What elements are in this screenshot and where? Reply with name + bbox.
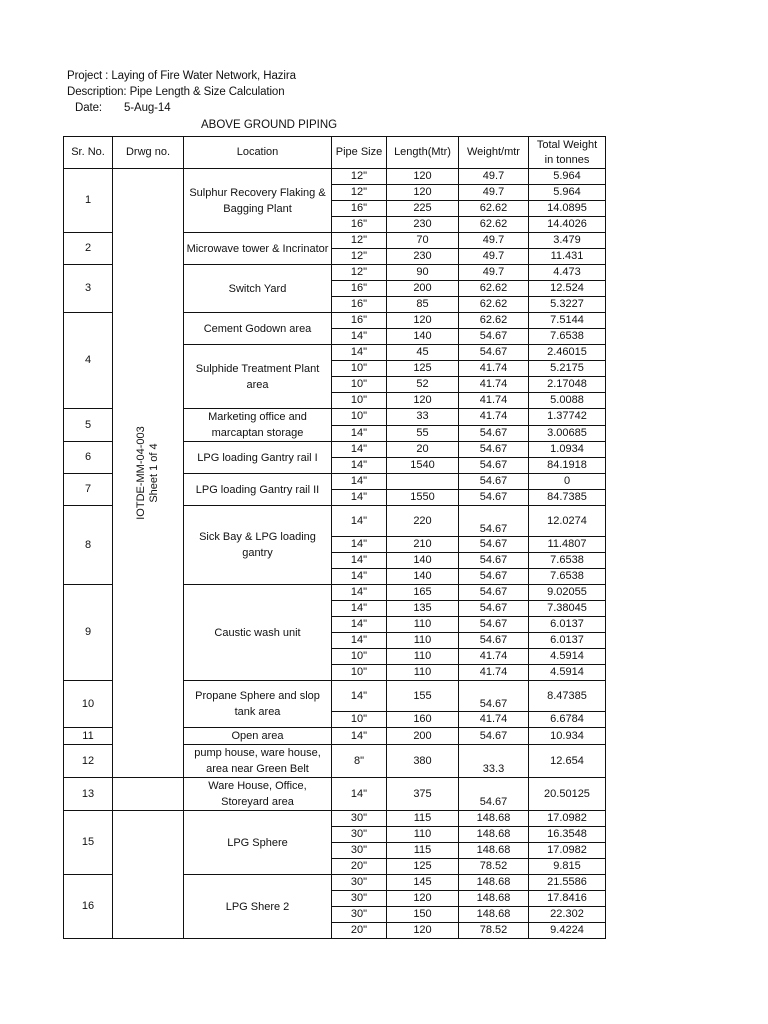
length-cell: 380 <box>387 745 459 778</box>
weight-per-mtr-cell: 54.67 <box>459 601 529 617</box>
col-header-sr-no: Sr. No. <box>64 137 113 169</box>
table-header-row <box>64 137 606 169</box>
location-cell: Ware House, Office, Storeyard area <box>184 778 332 811</box>
total-weight-cell: 1.0934 <box>529 442 606 458</box>
total-weight-line1: Total Weight <box>536 138 598 151</box>
pipe-size-cell: 14" <box>332 569 387 585</box>
weight-per-mtr-cell: 148.68 <box>459 891 529 907</box>
location-cell: LPG Shere 2 <box>184 875 332 939</box>
pipe-size-cell: 12" <box>332 185 387 201</box>
weight-per-mtr-cell: 62.62 <box>459 217 529 233</box>
location-cell: Sulphide Treatment Plant area <box>184 345 332 409</box>
weight-per-mtr-cell: 78.52 <box>459 923 529 939</box>
length-cell: 140 <box>387 569 459 585</box>
total-weight-cell: 10.934 <box>529 728 606 745</box>
length-cell: 20 <box>387 442 459 458</box>
pipe-size-cell: 10" <box>332 665 387 681</box>
total-weight-cell: 14.0895 <box>529 201 606 217</box>
length-cell: 220 <box>387 506 459 537</box>
pipe-size-cell: 8" <box>332 745 387 778</box>
sr-no-cell: 5 <box>64 409 113 442</box>
weight-per-mtr-value: 54.67 <box>479 522 508 535</box>
pipe-size-cell: 12" <box>332 233 387 249</box>
weight-per-mtr-cell: 62.62 <box>459 281 529 297</box>
total-weight-cell: 5.3227 <box>529 297 606 313</box>
pipe-table <box>63 136 606 939</box>
weight-per-mtr-cell: 49.7 <box>459 169 529 185</box>
length-cell: 55 <box>387 425 459 442</box>
weight-per-mtr-cell: 41.74 <box>459 649 529 665</box>
total-weight-cell: 2.46015 <box>529 345 606 361</box>
length-cell: 140 <box>387 329 459 345</box>
length-cell: 33 <box>387 409 459 426</box>
col-header-location: Location <box>184 137 332 169</box>
total-weight-cell: 17.0982 <box>529 811 606 827</box>
pipe-size-cell: 12" <box>332 265 387 281</box>
length-cell: 200 <box>387 728 459 745</box>
total-weight-cell: 0 <box>529 474 606 490</box>
location-cell: LPG loading Gantry rail II <box>184 474 332 506</box>
length-cell: 85 <box>387 297 459 313</box>
date-label: Date: <box>75 102 102 114</box>
pipe-size-cell: 16" <box>332 313 387 329</box>
total-weight-cell: 5.2175 <box>529 361 606 377</box>
total-weight-cell: 3.479 <box>529 233 606 249</box>
total-weight-cell: 22.302 <box>529 907 606 923</box>
weight-per-mtr-cell: 54.67 <box>459 633 529 649</box>
col-header-pipe-size: Pipe Size <box>332 137 387 169</box>
location-cell: Switch Yard <box>184 265 332 313</box>
weight-per-mtr-cell: 62.62 <box>459 297 529 313</box>
weight-per-mtr-cell: 41.74 <box>459 712 529 728</box>
drawing-no-cell <box>113 778 184 811</box>
weight-per-mtr-cell: 78.52 <box>459 859 529 875</box>
weight-per-mtr-cell: 62.62 <box>459 313 529 329</box>
pipe-size-cell: 16" <box>332 201 387 217</box>
weight-per-mtr-cell: 62.62 <box>459 201 529 217</box>
weight-per-mtr-cell: 54.67 <box>459 474 529 490</box>
drawing-no-line1: IOTDE-MM-04-003 <box>135 426 147 520</box>
weight-per-mtr-cell: 148.68 <box>459 843 529 859</box>
total-weight-cell: 7.6538 <box>529 553 606 569</box>
weight-per-mtr-cell <box>459 745 529 778</box>
sr-no-cell: 9 <box>64 585 113 681</box>
weight-per-mtr-cell: 49.7 <box>459 185 529 201</box>
length-cell: 135 <box>387 601 459 617</box>
description-line: Description: Pipe Length & Size Calculation <box>67 86 285 98</box>
pipe-size-cell: 14" <box>332 633 387 649</box>
total-weight-cell: 7.38045 <box>529 601 606 617</box>
pipe-size-cell: 30" <box>332 875 387 891</box>
pipe-size-cell: 12" <box>332 249 387 265</box>
pipe-size-cell: 14" <box>332 345 387 361</box>
total-weight-cell: 5.0088 <box>529 393 606 409</box>
length-cell: 200 <box>387 281 459 297</box>
pipe-size-cell: 14" <box>332 778 387 811</box>
length-cell: 165 <box>387 585 459 601</box>
total-weight-cell: 12.524 <box>529 281 606 297</box>
total-weight-cell: 4.5914 <box>529 649 606 665</box>
total-weight-cell: 84.7385 <box>529 490 606 506</box>
weight-per-mtr-cell: 54.67 <box>459 728 529 745</box>
total-weight-cell: 6.0137 <box>529 633 606 649</box>
total-weight-cell: 84.1918 <box>529 458 606 474</box>
length-cell: 110 <box>387 649 459 665</box>
total-weight-cell: 17.0982 <box>529 843 606 859</box>
location-cell: Marketing office and marcaptan storage <box>184 409 332 442</box>
total-weight-cell: 5.964 <box>529 185 606 201</box>
weight-per-mtr-cell: 54.67 <box>459 537 529 553</box>
pipe-size-cell: 14" <box>332 585 387 601</box>
pipe-size-cell: 10" <box>332 649 387 665</box>
total-weight-cell: 12.0274 <box>529 506 606 537</box>
weight-per-mtr-cell <box>459 778 529 811</box>
location-cell: Caustic wash unit <box>184 585 332 681</box>
drawing-no-label <box>135 426 161 520</box>
sr-no-cell: 16 <box>64 875 113 939</box>
weight-per-mtr-cell: 148.68 <box>459 811 529 827</box>
drawing-no-cell <box>113 811 184 939</box>
weight-per-mtr-value: 54.67 <box>479 697 508 710</box>
col-header-total-weight <box>529 137 606 169</box>
total-weight-cell: 7.6538 <box>529 329 606 345</box>
total-weight-cell: 3.00685 <box>529 425 606 442</box>
weight-per-mtr-cell <box>459 681 529 712</box>
length-cell: 120 <box>387 891 459 907</box>
weight-per-mtr-cell: 148.68 <box>459 875 529 891</box>
col-header-weight-per-mtr: Weight/mtr <box>459 137 529 169</box>
col-header-length: Length(Mtr) <box>387 137 459 169</box>
total-weight-cell: 12.654 <box>529 745 606 778</box>
length-cell: 120 <box>387 923 459 939</box>
location-cell: LPG loading Gantry rail I <box>184 442 332 474</box>
sr-no-cell: 3 <box>64 265 113 313</box>
length-cell: 110 <box>387 827 459 843</box>
pipe-size-cell: 14" <box>332 601 387 617</box>
weight-per-mtr-cell: 54.67 <box>459 585 529 601</box>
pipe-size-cell: 14" <box>332 425 387 442</box>
col-header-drwg-no: Drwg no. <box>113 137 184 169</box>
length-cell: 110 <box>387 665 459 681</box>
total-weight-cell: 14.4026 <box>529 217 606 233</box>
weight-per-mtr-cell: 148.68 <box>459 907 529 923</box>
total-weight-cell: 6.6784 <box>529 712 606 728</box>
total-weight-cell: 1.37742 <box>529 409 606 426</box>
pipe-size-cell: 14" <box>332 506 387 537</box>
pipe-size-cell: 14" <box>332 728 387 745</box>
total-weight-cell: 7.5144 <box>529 313 606 329</box>
total-weight-cell: 5.964 <box>529 169 606 185</box>
total-weight-cell: 9.815 <box>529 859 606 875</box>
total-weight-cell: 4.473 <box>529 265 606 281</box>
pipe-size-cell: 20" <box>332 859 387 875</box>
pipe-size-cell: 14" <box>332 617 387 633</box>
sr-no-cell: 2 <box>64 233 113 265</box>
pipe-size-cell: 30" <box>332 827 387 843</box>
date-value: 5-Aug-14 <box>124 102 171 114</box>
weight-per-mtr-cell: 41.74 <box>459 665 529 681</box>
length-cell: 70 <box>387 233 459 249</box>
weight-per-mtr-value: 54.67 <box>479 795 508 808</box>
length-cell: 155 <box>387 681 459 712</box>
length-cell: 52 <box>387 377 459 393</box>
pipe-size-cell: 10" <box>332 393 387 409</box>
pipe-size-cell: 30" <box>332 907 387 923</box>
length-cell: 375 <box>387 778 459 811</box>
total-weight-cell: 7.6538 <box>529 569 606 585</box>
sr-no-cell: 10 <box>64 681 113 728</box>
weight-per-mtr-cell: 49.7 <box>459 265 529 281</box>
weight-per-mtr-cell <box>459 506 529 537</box>
location-cell: LPG Sphere <box>184 811 332 875</box>
table-row <box>64 169 606 185</box>
pipe-size-cell: 14" <box>332 474 387 490</box>
sr-no-cell: 8 <box>64 506 113 585</box>
pipe-size-cell: 16" <box>332 217 387 233</box>
weight-per-mtr-cell: 41.74 <box>459 393 529 409</box>
sr-no-cell: 4 <box>64 313 113 409</box>
total-weight-cell: 17.8416 <box>529 891 606 907</box>
location-cell: Cement Godown area <box>184 313 332 345</box>
location-cell: Microwave tower & Incrinator <box>184 233 332 265</box>
total-weight-cell: 11.4807 <box>529 537 606 553</box>
length-cell: 140 <box>387 553 459 569</box>
length-cell: 160 <box>387 712 459 728</box>
sr-no-cell: 13 <box>64 778 113 811</box>
pipe-size-cell: 14" <box>332 553 387 569</box>
section-title: ABOVE GROUND PIPING <box>201 119 338 131</box>
sr-no-cell: 15 <box>64 811 113 875</box>
total-weight-cell: 20.50125 <box>529 778 606 811</box>
length-cell: 230 <box>387 217 459 233</box>
length-cell: 45 <box>387 345 459 361</box>
pipe-size-cell: 14" <box>332 537 387 553</box>
total-weight-cell: 6.0137 <box>529 617 606 633</box>
length-cell: 90 <box>387 265 459 281</box>
weight-per-mtr-cell: 54.67 <box>459 569 529 585</box>
pipe-size-cell: 14" <box>332 458 387 474</box>
pipe-size-cell: 10" <box>332 409 387 426</box>
total-weight-line2: in tonnes <box>544 153 590 166</box>
length-cell: 1550 <box>387 490 459 506</box>
pipe-size-cell: 10" <box>332 377 387 393</box>
total-weight-cell: 16.3548 <box>529 827 606 843</box>
length-cell: 120 <box>387 169 459 185</box>
pipe-size-cell: 10" <box>332 712 387 728</box>
weight-per-mtr-cell: 49.7 <box>459 233 529 249</box>
weight-per-mtr-cell: 54.67 <box>459 490 529 506</box>
sr-no-cell: 6 <box>64 442 113 474</box>
location-cell: Sulphur Recovery Flaking & Bagging Plant <box>184 169 332 233</box>
weight-per-mtr-cell: 54.67 <box>459 345 529 361</box>
weight-per-mtr-cell: 54.67 <box>459 458 529 474</box>
pipe-size-cell: 30" <box>332 891 387 907</box>
length-cell: 125 <box>387 859 459 875</box>
total-weight-cell: 9.02055 <box>529 585 606 601</box>
sr-no-cell: 11 <box>64 728 113 745</box>
length-cell: 120 <box>387 185 459 201</box>
length-cell <box>387 474 459 490</box>
drawing-no-line2: Sheet 1 of 4 <box>148 443 160 503</box>
sr-no-cell: 12 <box>64 745 113 778</box>
total-weight-cell: 4.5914 <box>529 665 606 681</box>
location-cell: pump house, ware house, area near Green Belt <box>184 745 332 778</box>
total-weight-cell: 11.431 <box>529 249 606 265</box>
length-cell: 115 <box>387 811 459 827</box>
weight-per-mtr-cell: 54.67 <box>459 329 529 345</box>
table-row <box>64 778 606 811</box>
project-line: Project : Laying of Fire Water Network, Hazira <box>67 70 296 82</box>
weight-per-mtr-value: 33.3 <box>482 762 505 775</box>
location-cell: Sick Bay & LPG loading gantry <box>184 506 332 585</box>
weight-per-mtr-cell: 148.68 <box>459 827 529 843</box>
weight-per-mtr-cell: 54.67 <box>459 553 529 569</box>
length-cell: 115 <box>387 843 459 859</box>
location-cell: Propane Sphere and slop tank area <box>184 681 332 728</box>
length-cell: 110 <box>387 633 459 649</box>
weight-per-mtr-cell: 41.74 <box>459 409 529 426</box>
pipe-size-cell: 30" <box>332 843 387 859</box>
weight-per-mtr-cell: 54.67 <box>459 617 529 633</box>
pipe-size-cell: 10" <box>332 361 387 377</box>
pipe-size-cell: 20" <box>332 923 387 939</box>
weight-per-mtr-cell: 54.67 <box>459 425 529 442</box>
location-cell: Open area <box>184 728 332 745</box>
total-weight-cell: 8.47385 <box>529 681 606 712</box>
pipe-size-cell: 30" <box>332 811 387 827</box>
weight-per-mtr-cell: 54.67 <box>459 442 529 458</box>
weight-per-mtr-cell: 41.74 <box>459 361 529 377</box>
table-body <box>64 169 606 939</box>
table-row <box>64 811 606 827</box>
length-cell: 120 <box>387 313 459 329</box>
pipe-size-cell: 14" <box>332 329 387 345</box>
length-cell: 225 <box>387 201 459 217</box>
pipe-size-cell: 14" <box>332 681 387 712</box>
total-weight-cell: 21.5586 <box>529 875 606 891</box>
length-cell: 230 <box>387 249 459 265</box>
length-cell: 150 <box>387 907 459 923</box>
length-cell: 210 <box>387 537 459 553</box>
length-cell: 125 <box>387 361 459 377</box>
total-weight-cell: 2.17048 <box>529 377 606 393</box>
length-cell: 120 <box>387 393 459 409</box>
sr-no-cell: 7 <box>64 474 113 506</box>
total-weight-cell: 9.4224 <box>529 923 606 939</box>
pipe-size-cell: 14" <box>332 490 387 506</box>
drawing-no-wrap <box>113 170 183 777</box>
pipe-size-cell: 14" <box>332 442 387 458</box>
length-cell: 1540 <box>387 458 459 474</box>
weight-per-mtr-cell: 49.7 <box>459 249 529 265</box>
drawing-no-cell <box>113 169 184 778</box>
length-cell: 145 <box>387 875 459 891</box>
pipe-size-cell: 16" <box>332 281 387 297</box>
length-cell: 110 <box>387 617 459 633</box>
weight-per-mtr-cell: 41.74 <box>459 377 529 393</box>
pipe-size-cell: 12" <box>332 169 387 185</box>
pipe-size-cell: 16" <box>332 297 387 313</box>
sr-no-cell: 1 <box>64 169 113 233</box>
